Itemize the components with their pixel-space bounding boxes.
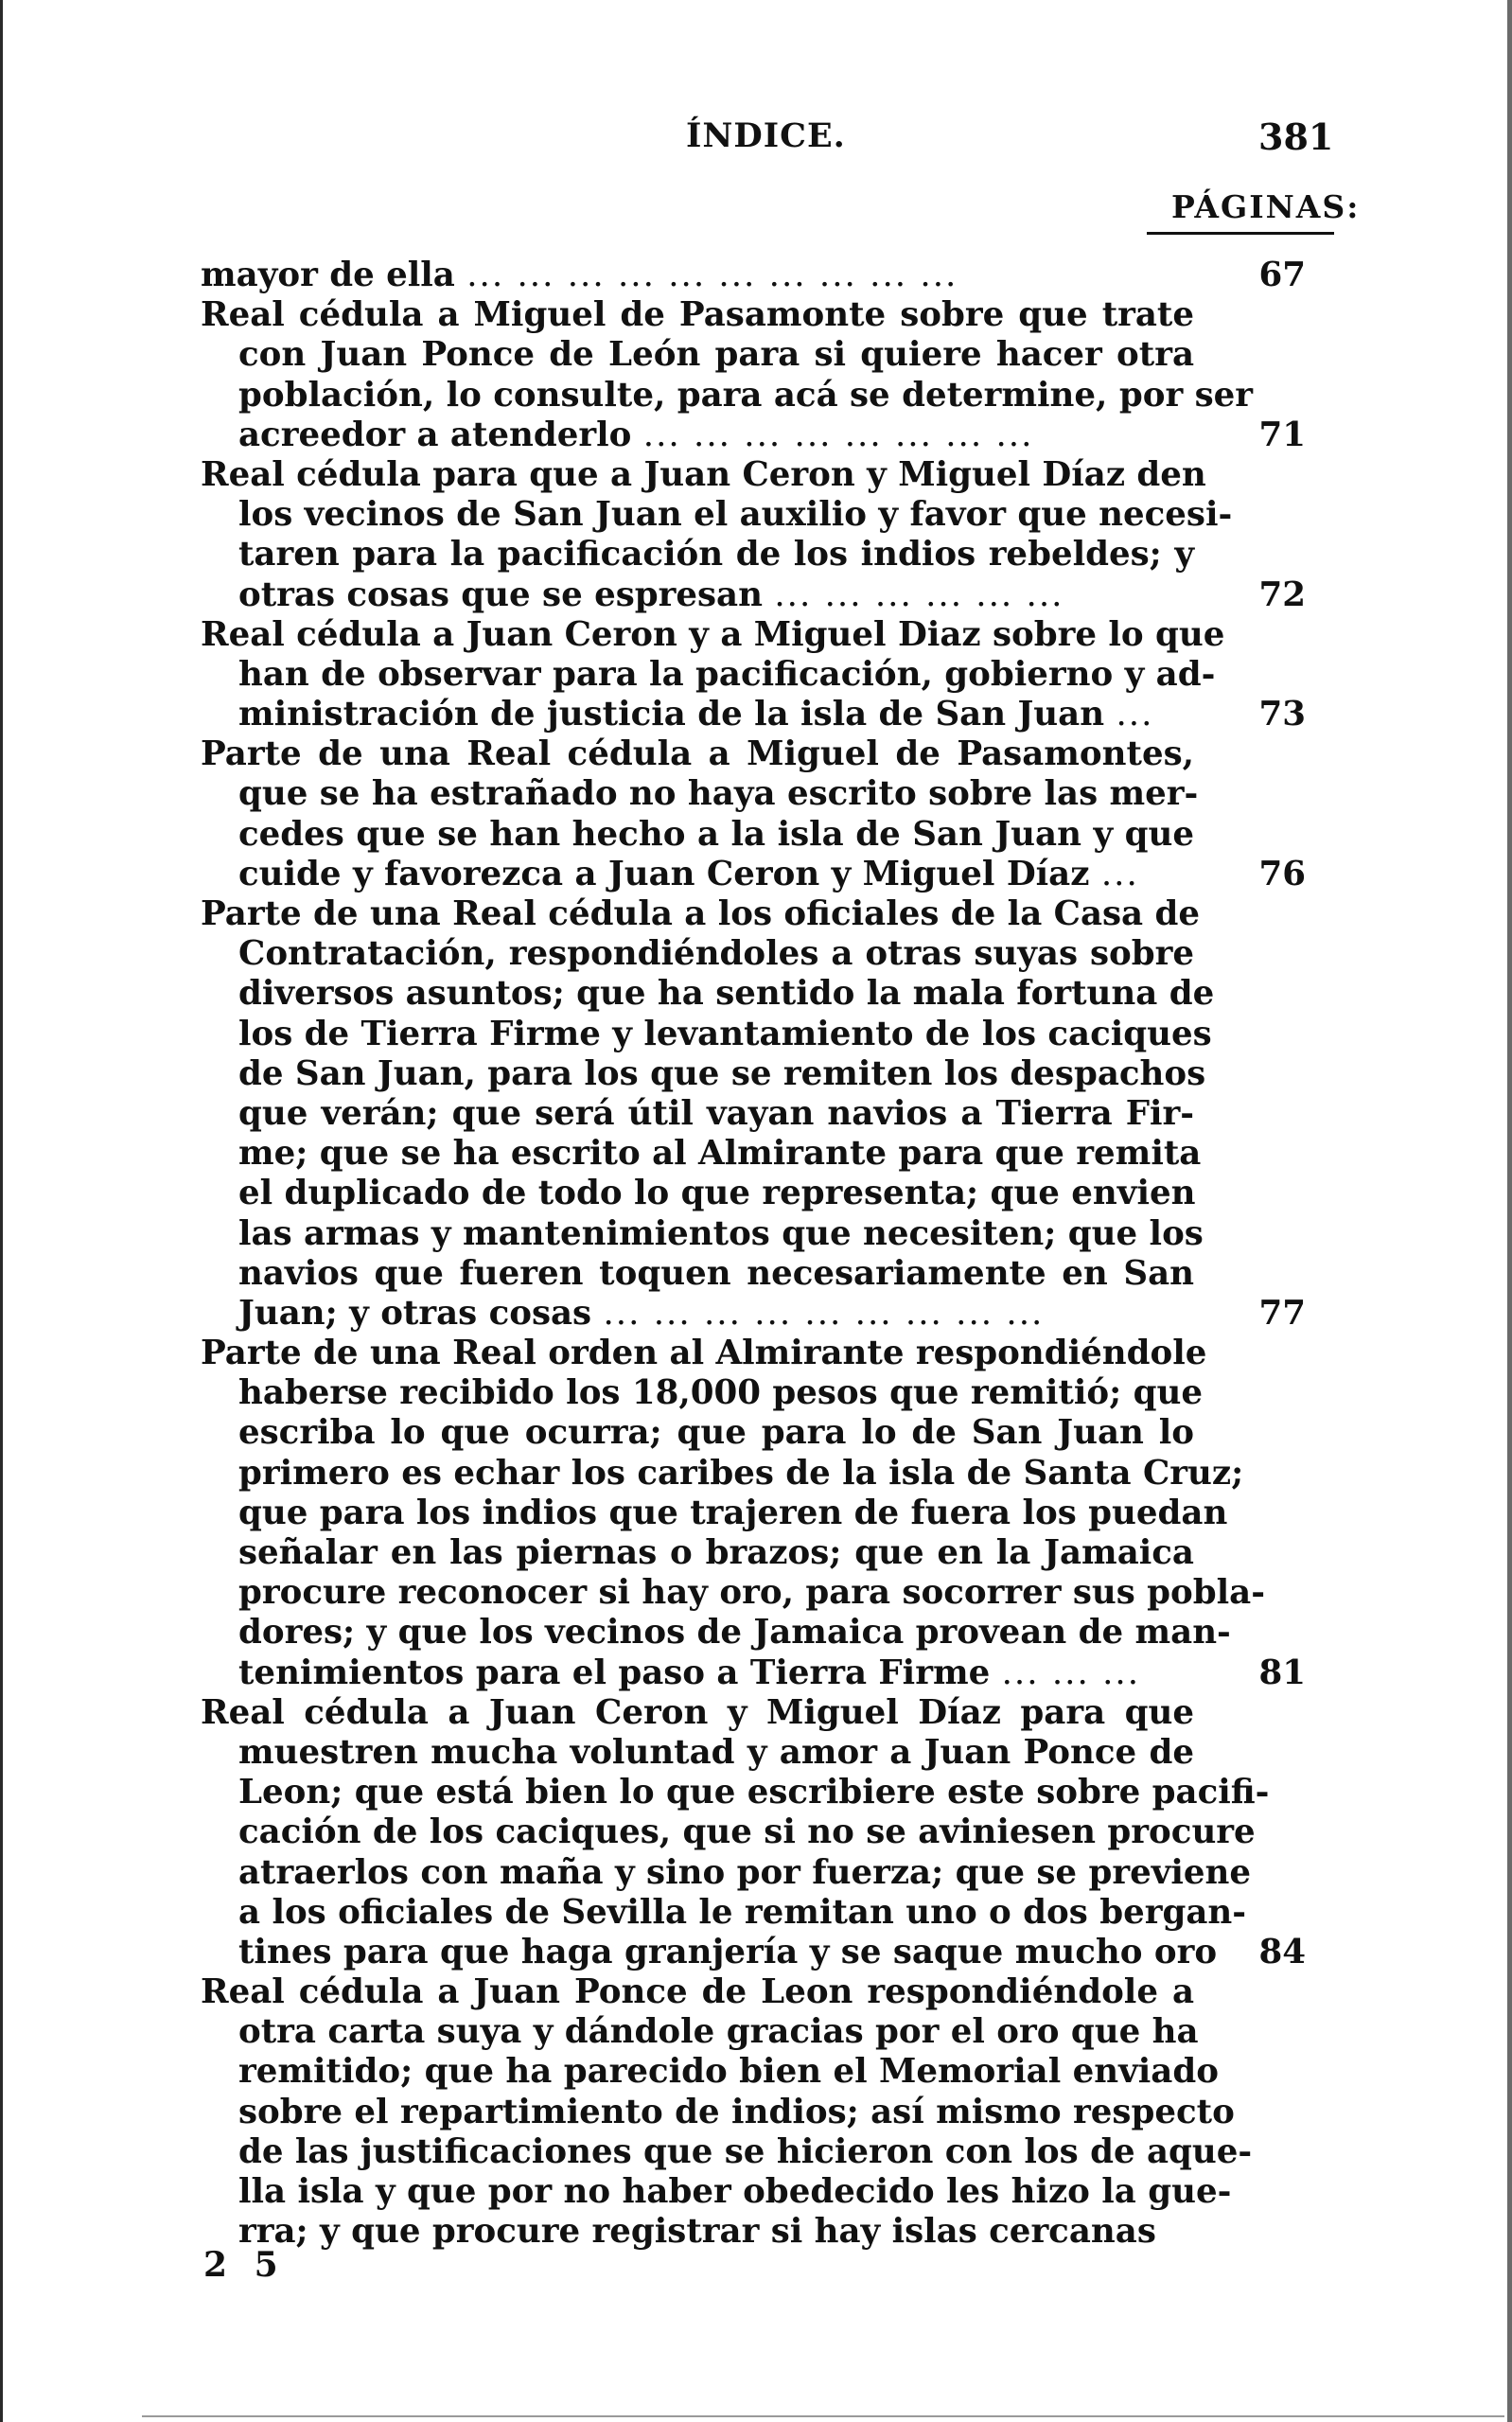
entry-page-number: 67 [1258,256,1306,294]
entry-line-text: haberse recibido los 18,000 pesos que remitió; que [238,1373,1203,1413]
index-entry [201,1972,1298,2252]
entry-line-text: remitido; que ha parecido bien el Memorial enviado [238,2052,1219,2092]
entry-line-text: me; que se ha escrito al Almirante para que remita [238,1134,1202,1174]
entry-line-text: los de Tierra Firme y levantamiento de los caciques [238,1014,1212,1053]
entry-page-number: 72 [1258,575,1306,614]
entry-line-text: cuide y favorezca a Juan Ceron y Miguel Díaz [238,854,1090,893]
entry-line-text: Real cédula a Juan Ceron y a Miguel Diaz sobre lo que [201,614,1225,654]
entry-line [238,774,1199,814]
entry-line [238,1413,1194,1453]
entry-line-text: las armas y mantenimientos que necesiten; que los [238,1213,1204,1253]
entry-line [238,1174,1194,1213]
entry-line [238,934,1194,974]
entry-line-text: otra carta suya y dándole gracias por el oro que ha [238,2012,1199,2052]
index-entries [201,256,1306,2252]
page-bottom-rule [142,2415,1504,2417]
entry-line [238,575,1194,615]
index-entry [201,894,1306,1334]
entry-line [238,1294,1194,1334]
entry-line [238,654,1216,695]
entry-line-text: el duplicado de todo lo que representa; que envien [238,1174,1196,1213]
entry-line-text: otras cosas que se espresan [238,575,763,614]
entry-line-text: los vecinos de San Juan el auxilio y favor que necesi- [238,495,1233,535]
entry-line [238,974,1215,1014]
entry-line-text: población, lo consulte, para acá se determine, por ser [238,375,1253,415]
entry-page-number: 71 [1258,415,1306,454]
entry-line [238,1733,1194,1773]
entry-line-text: mayor de ella [201,256,455,294]
entry-page-number: 84 [1258,1932,1306,1971]
entry-line [238,1573,1265,1613]
dot-leader: ... ... ... ... ... ... ... ... ... ... [466,256,958,294]
index-entry [201,614,1306,735]
entry-line-text: han de observar para la pacificación, gobierno y ad- [238,654,1216,694]
entry-line-text: Leon; que está bien lo que escribiere este sobre pacifi- [238,1773,1270,1812]
index-entry [201,454,1306,615]
entry-line [238,2212,1194,2252]
entry-page-number: 77 [1258,1294,1306,1333]
entry-line-text: escriba lo que ocurra; que para lo de San Juan lo [238,1413,1194,1453]
entry-line [238,1094,1194,1134]
entry-line-text: señalar en las piernas o brazos; que en la Jamaica [238,1533,1194,1572]
dot-leader: ... ... ... ... ... ... ... ... [642,415,1034,454]
entry-line [238,2172,1232,2212]
entry-line-text: que se ha estrañado no haya escrito sobre las mer- [238,774,1199,814]
entry-line [238,495,1233,535]
entry-line [238,855,1194,894]
entry-line [201,256,1194,295]
entry-line-text: muestren mucha voluntad y amor a Juan Ponce de [238,1732,1194,1772]
entry-line-text: Real cédula a Miguel de Pasamonte sobre que trate [201,295,1194,335]
entry-line-text: de las justificaciones que se hicieron con los de aque- [238,2131,1253,2171]
dot-leader: ... [1116,695,1154,734]
entry-line [238,1493,1228,1533]
entry-line [238,2131,1253,2172]
dot-leader: ... ... ... ... ... ... ... ... ... [603,1293,1045,1333]
index-entry [201,734,1306,894]
entry-line [201,454,1206,495]
entry-line-text: tines para que haga granjería y se saque mucho oro [238,1932,1218,1971]
entry-line-text: rra; y que procure registrar si hay islas cercanas [238,2212,1156,2252]
entry-line-text: Real cédula a Juan Ponce de Leon respondiéndole a [201,1972,1194,2012]
entry-line [238,1773,1270,1812]
entry-line [238,815,1194,855]
entry-line-text: diversos asuntos; que ha sentido la mala fortuna de [238,974,1215,1014]
entry-line [238,1014,1212,1054]
entry-line [238,1932,1218,1972]
entry-line-text: que para los indios que trajeren de fuera los puedan [238,1493,1228,1532]
index-entry [201,1692,1306,1972]
pages-column-rule [1147,232,1334,235]
entry-line-text: primero es echar los caribes de la isla de Santa Cruz; [238,1453,1244,1493]
entry-line [238,2052,1219,2092]
entry-line-text: Parte de una Real cédula a los oficiales de la Casa de [201,894,1200,933]
entry-line [238,1373,1203,1413]
entry-line [238,1653,1194,1693]
entry-page-number: 81 [1258,1653,1306,1692]
page-right-edge [1507,0,1512,2422]
entry-line-text: taren para la pacificación de los indios rebeldes; y [238,535,1194,575]
entry-line-text: con Juan Ponce de León para si quiere hacer otra [238,335,1194,375]
entry-line [201,1972,1194,2012]
index-entry [201,1334,1306,1693]
entry-line [238,1053,1206,1094]
index-entry [201,295,1306,455]
entry-line [201,295,1194,335]
entry-line [201,734,1194,774]
entry-line [238,1613,1231,1653]
entry-line-text: Real cédula a Juan Ceron y Miguel Díaz para que [201,1692,1194,1732]
entry-line-text: procure reconocer si hay oro, para socorrer sus pobla- [238,1573,1265,1613]
entry-line-text: acreedor a atenderlo [238,415,632,454]
entry-line-text: Real cédula para que a Juan Ceron y Miguel Díaz den [201,454,1206,494]
entry-page-number: 73 [1258,695,1306,734]
page-left-edge [0,0,3,2422]
entry-line [238,335,1194,375]
index-entry [201,256,1306,295]
entry-line-text: Contratación, respondiéndoles a otras suyas sobre [238,934,1194,974]
entry-line-text: atraerlos con maña y sino por fuerza; que se previene [238,1852,1252,1892]
entry-line [238,1533,1194,1573]
entry-line-text: lla isla y que por no haber obedecido les hizo la gue- [238,2172,1232,2211]
entry-line [238,1892,1247,1933]
entry-line-text: dores; y que los vecinos de Jamaica provean de man- [238,1613,1231,1653]
entry-line-text: cación de los caciques, que si no se aviniesen procure [238,1812,1256,1852]
running-head: ÍNDICE. [686,116,846,155]
entry-line [238,415,1194,455]
entry-line [238,375,1253,415]
entry-line [238,1852,1252,1893]
entry-line-text: sobre el repartimiento de indios; así mismo respecto [238,2092,1235,2131]
entry-line [238,535,1194,575]
entry-line-text: Parte de una Real cédula a Miguel de Pasamontes, [201,734,1194,774]
printer-signature-mark: 2 5 [203,2245,286,2285]
entry-line-text: de San Juan, para los que se remiten los despachos [238,1053,1206,1093]
entry-line-text: a los oficiales de Sevilla le remitan uno o dos bergan- [238,1892,1247,1932]
entry-line [238,1213,1204,1254]
entry-line [201,614,1225,655]
entry-line-text: tenimientos para el paso a Tierra Firme [238,1653,991,1692]
entry-line-text: Juan; y otras cosas [238,1293,592,1333]
entry-line [201,1334,1207,1373]
page-number: 381 [1258,115,1334,158]
entry-line-text: ministración de justicia de la isla de San Juan [238,695,1105,734]
entry-line [238,1812,1256,1852]
entry-line [238,1134,1202,1174]
dot-leader: ... ... ... [1001,1653,1141,1692]
entry-line-text: cedes que se han hecho a la isla de San Juan y que [238,814,1194,854]
entry-line [238,1254,1194,1294]
dot-leader: ... [1100,854,1139,893]
entry-line [201,894,1200,934]
entry-page-number: 76 [1258,854,1306,893]
entry-line [238,695,1194,734]
dot-leader: ... ... ... ... ... ... [774,575,1064,614]
entry-line [238,1453,1244,1494]
entry-line-text: Parte de una Real orden al Almirante respondiéndole [201,1334,1207,1373]
entry-line [201,1693,1194,1733]
entry-line-text: que verán; que será útil vayan navios a Tierra Fir- [238,1093,1194,1133]
entry-line [238,2092,1235,2132]
entry-line [238,2012,1199,2052]
entry-line-text: navios que fueren toquen necesariamente en San [238,1253,1194,1293]
pages-column-label: PÁGINAS: [1171,188,1361,225]
